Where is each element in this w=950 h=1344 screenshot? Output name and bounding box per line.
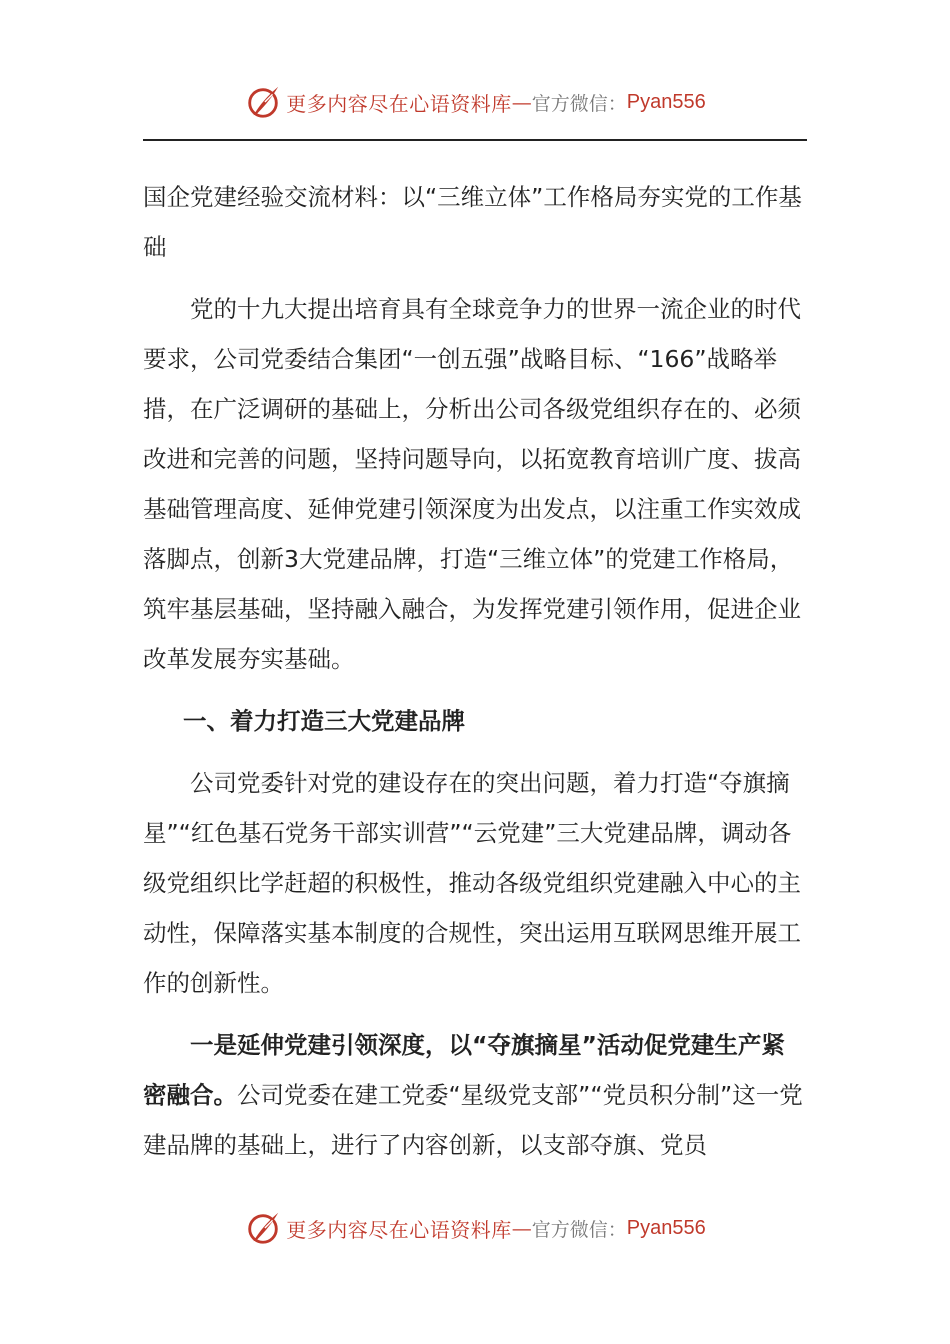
banner-wechat-id: Pyan556 <box>626 1216 706 1239</box>
point-lead: 一是延伸党建引领深度，以“夺旗摘星”活动促党建生产紧密融合。 <box>143 1031 785 1109</box>
banner-wechat-id: Pyan556 <box>626 90 706 113</box>
header-banner <box>0 82 950 122</box>
point-paragraph <box>143 1020 807 1170</box>
feather-pen-logo-icon <box>244 1209 282 1247</box>
footer-banner <box>0 1208 950 1248</box>
banner-separator: — <box>511 90 532 114</box>
banner-text: 更多内容尽在心语资料库 <box>286 1217 512 1242</box>
banner-wechat-label: 官方微信： <box>531 1218 627 1241</box>
intro-paragraph: 党的十九大提出培育具有全球竞争力的世界一流企业的时代要求，公司党委结合集团“一创五强”战略目标、“166”战略举措，在广泛调研的基础上，分析出公司各级党组织存在的、必须改进和完善的问题，坚持问题导向，以拓宽教育培训广度、拔高基础管理高度、延伸党建引领深度为出发点，以注重工作实效成落脚点，创新3大党建品牌，打造“三维立体”的党建工作格局，筑牢基层基础，坚持融入融合，为发挥党建引领作用，促进企业改革发展夯实基础。 <box>143 295 801 673</box>
header-divider <box>143 139 807 141</box>
banner-wechat-label: 官方微信： <box>531 92 627 115</box>
banner-separator: — <box>511 1216 532 1240</box>
document-title: 国企党建经验交流材料：以“三维立体”工作格局夯实党的工作基础 <box>143 183 802 261</box>
section-heading: 一、着力打造三大党建品牌 <box>183 707 465 735</box>
section-paragraph: 公司党委针对党的建设存在的突出问题，着力打造“夺旗摘星”“红色基石党务干部实训营”“云党建”三大党建品牌，调动各级党组织比学赶超的积极性，推动各级党组织党建融入中心的主动性，保障落实基本制度的合规性，突出运用互联网思维开展工作的创新性。 <box>143 769 801 997</box>
document-body <box>143 172 807 1182</box>
banner-text: 更多内容尽在心语资料库 <box>286 91 512 116</box>
point-body: 公司党委在建工党委“星级党支部”“党员积分制”这一党建品牌的基础上，进行了内容创新，以支部夺旗、党员 <box>143 1081 803 1159</box>
feather-pen-logo-icon <box>244 83 282 121</box>
